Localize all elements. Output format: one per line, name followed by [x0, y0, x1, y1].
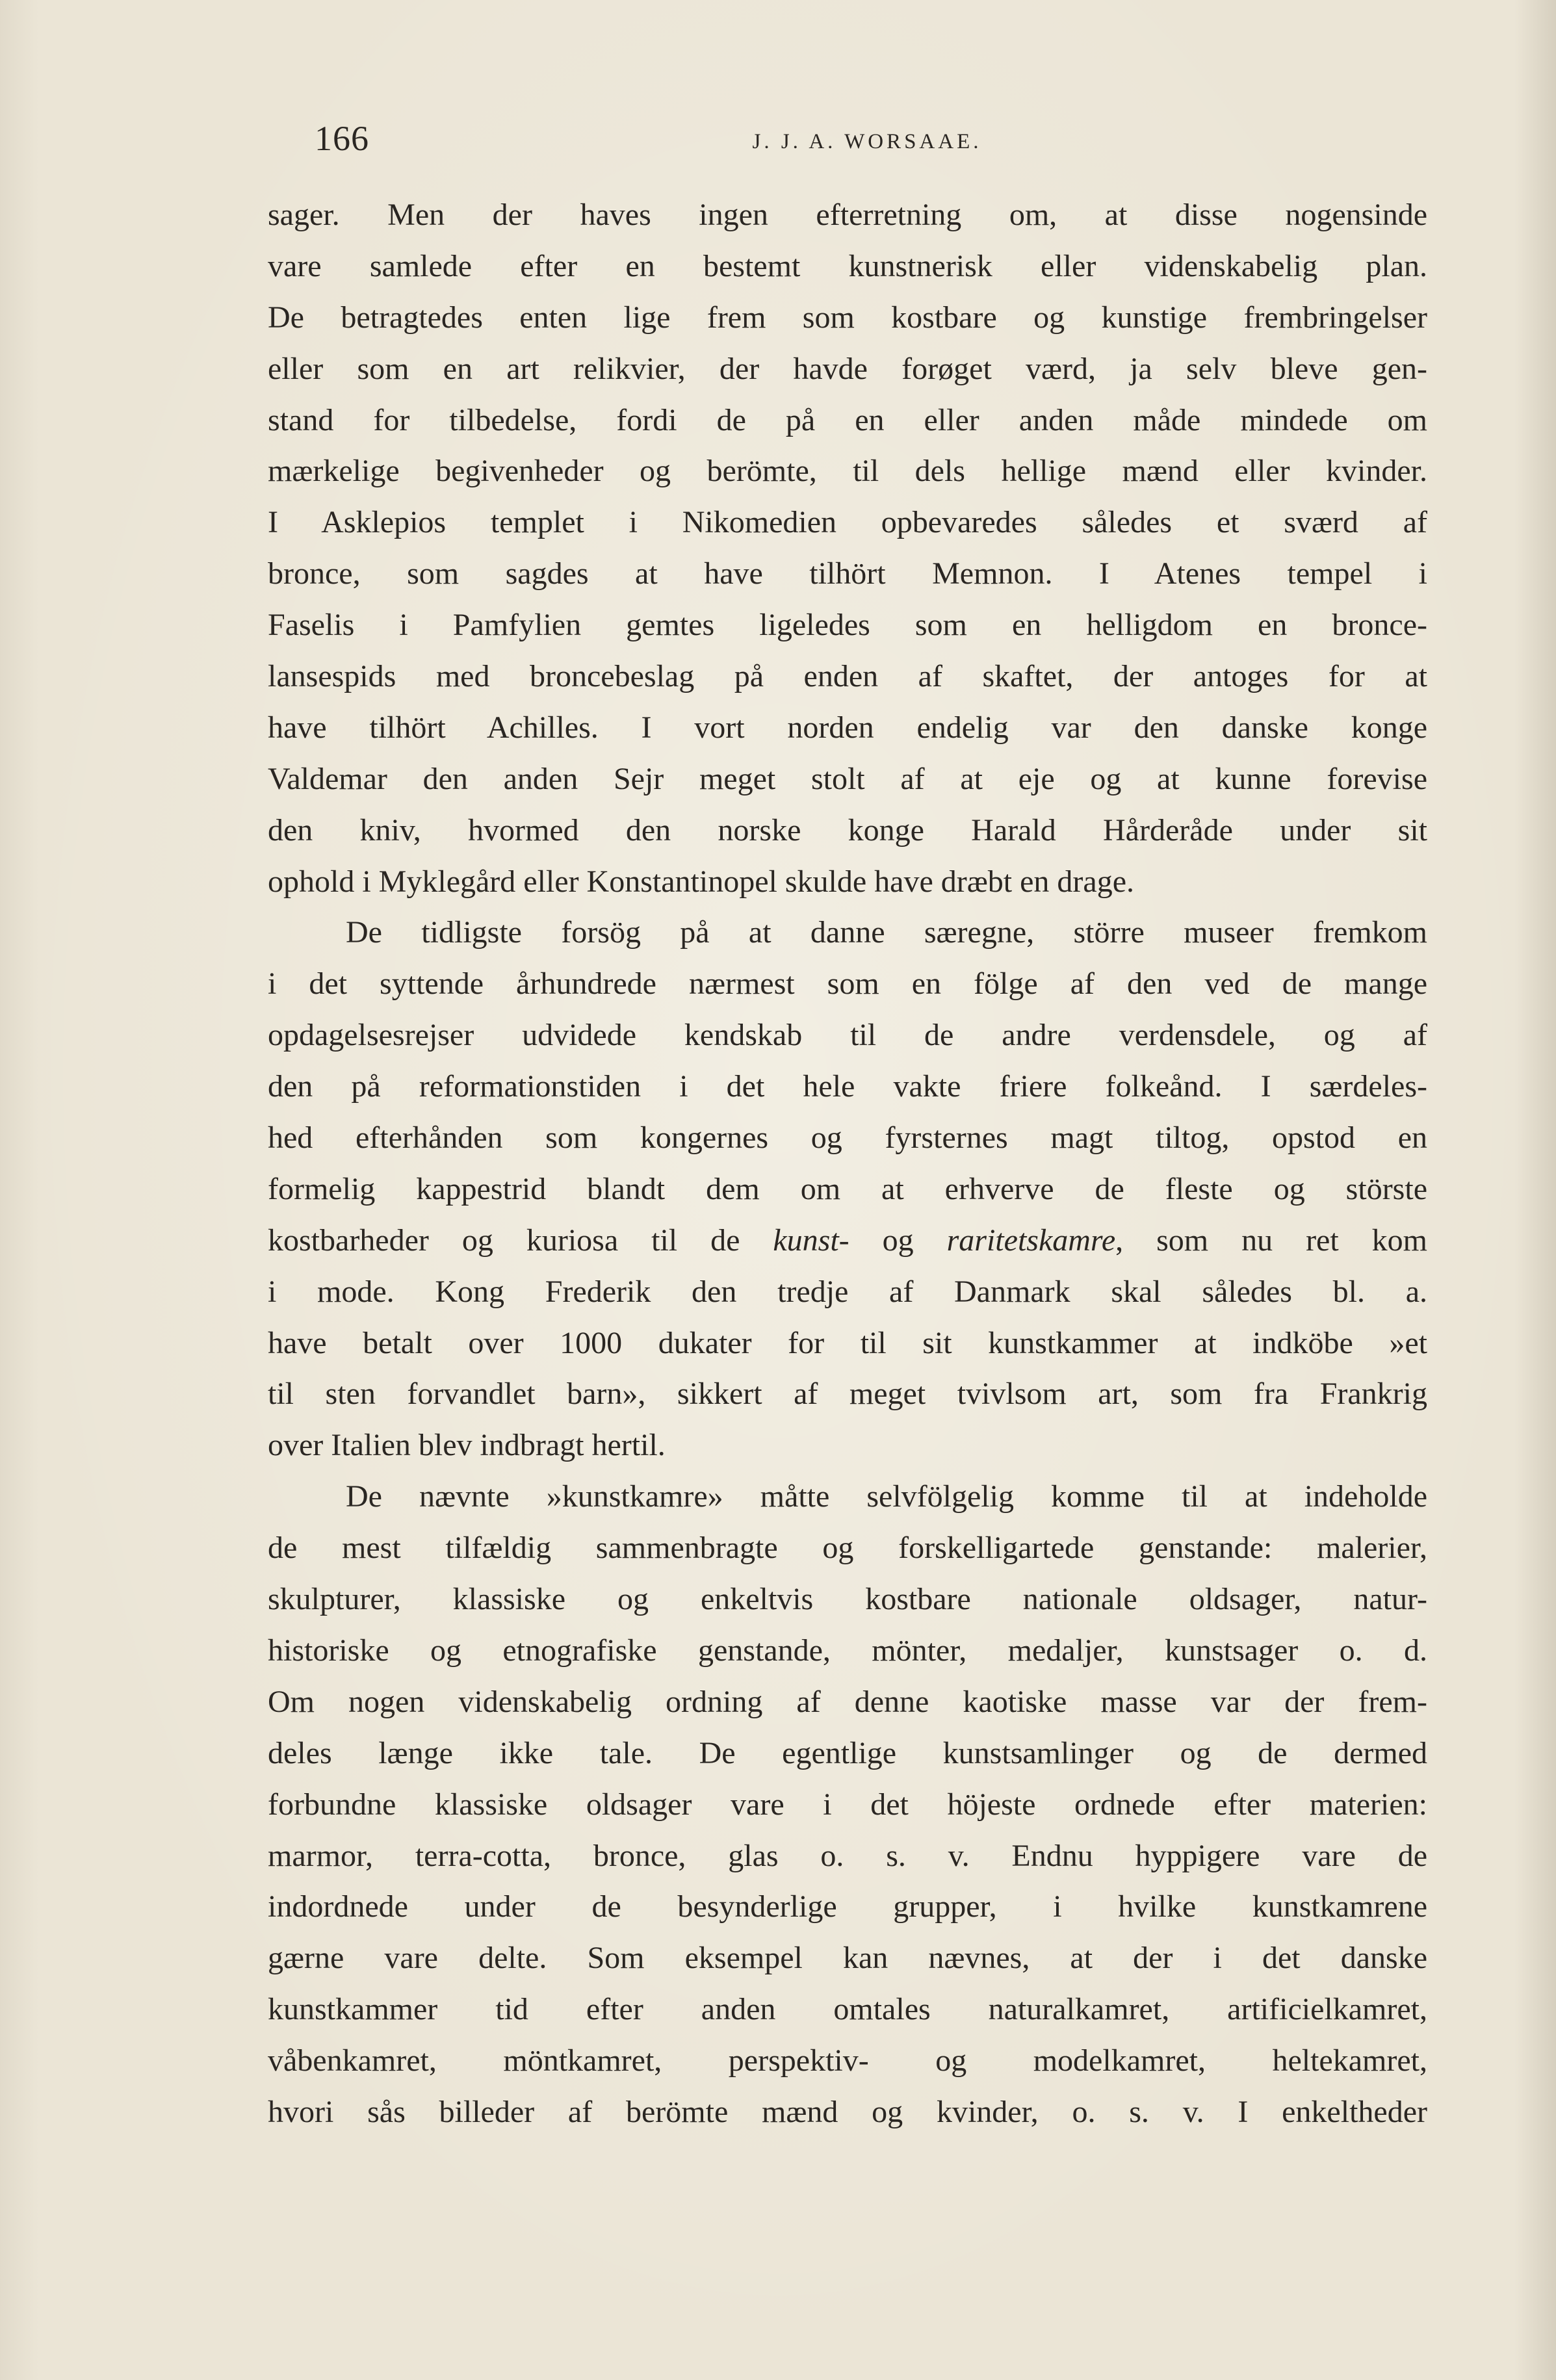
text-line: hvori sås billeder af berömte mænd og kvinder, o. s. v. I enkeltheder	[268, 2094, 1427, 2129]
text-line: våbenkamret, möntkamret, perspektiv- og modelkamret, heltekamret,	[268, 2043, 1427, 2078]
text-line: de mest tilfældig sammenbragte og forskelligartede genstande: malerier,	[268, 1531, 1427, 1566]
text-line: vare samlede efter en bestemt kunstnerisk eller videnskabelig plan.	[268, 248, 1427, 283]
text-line: marmor, terra-cotta, bronce, glas o. s. v. Endnu hyppigere vare de	[268, 1838, 1427, 1873]
text-line: til sten forvandlet barn», sikkert af meget tvivlsom art, som fra Frankrig	[268, 1377, 1427, 1412]
text-line: bronce, som sagdes at have tilhört Memnon. I Atenes tempel i	[268, 556, 1427, 591]
text-line: have betalt over 1000 dukater for til sit kunstkammer at indköbe »et	[268, 1325, 1427, 1360]
text-line: hed efterhånden som kongernes og fyrsternes magt tiltog, opstod en	[268, 1120, 1427, 1156]
text-line: i mode. Kong Frederik den tredje af Danmark skal således bl. a.	[268, 1274, 1427, 1309]
text-line: Om nogen videnskabelig ordning af denne kaotiske masse var der frem-	[268, 1684, 1427, 1719]
text-line: kunstkammer tid efter anden omtales naturalkamret, artificielkamret,	[268, 1992, 1427, 2027]
text-line: skulpturer, klassiske og enkeltvis kostbare nationale oldsager, natur-	[268, 1582, 1427, 1617]
text-segment: , som nu ret kom	[1115, 1222, 1427, 1258]
page-header	[315, 116, 1426, 161]
text-line: opdagelsesrejser udvidede kendskab til de andre verdensdele, og af	[268, 1018, 1427, 1053]
text-line: sager. Men der haves ingen efterretning om, at disse nogensinde	[268, 198, 1427, 232]
text-line: forbundne klassiske oldsager vare i det höjeste ordnede efter materien:	[268, 1787, 1427, 1822]
text-line: eller som en art relikvier, der havde forøget værd, ja selv bleve gen-	[268, 351, 1427, 386]
body-text	[268, 190, 1427, 2138]
running-head: J. J. A. WORSAAE.	[752, 130, 982, 153]
text-line-with-italics	[268, 1215, 1427, 1267]
text-segment: og	[849, 1222, 947, 1258]
text-line: den på reformationstiden i det hele vakte friere folkeånd. I særdeles-	[268, 1069, 1427, 1104]
text-line: historiske og etnografiske genstande, mönter, medaljer, kunstsager o. d.	[268, 1633, 1427, 1668]
text-line: lansespids med broncebeslag på enden af skaftet, der antoges for at	[268, 659, 1427, 694]
text-line: Valdemar den anden Sejr meget stolt af at eje og at kunne forevise	[268, 761, 1427, 796]
paragraph-start-line: De tidligste forsög på at danne særegne, större museer fremkom	[346, 915, 1427, 950]
text-line: have tilhört Achilles. I vort norden endelig var den danske konge	[268, 710, 1427, 745]
text-line: over Italien blev indbragt hertil.	[268, 1428, 666, 1463]
text-line: den kniv, hvormed den norske konge Harald Hårderåde under sit	[268, 812, 1427, 847]
text-line: I Asklepios templet i Nikomedien opbevaredes således et sværd af	[268, 505, 1427, 540]
text-line: mærkelige begivenheder og berömte, til dels hellige mænd eller kvinder.	[268, 454, 1427, 489]
italic-term: kunst-	[773, 1222, 849, 1258]
paragraph-start-line: De nævnte »kunstkamre» måtte selvfölgelig komme til at indeholde	[346, 1479, 1427, 1514]
text-line: formelig kappestrid blandt dem om at erhverve de fleste og störste	[268, 1171, 1427, 1206]
italic-term: raritetskamre	[946, 1222, 1116, 1258]
text-line: i det syttende århundrede nærmest som en fölge af den ved de mange	[268, 966, 1427, 1002]
text-segment: kostbarheder og kuriosa til de	[268, 1222, 773, 1258]
text-line: De betragtedes enten lige frem som kostbare og kunstige frembringelser	[268, 300, 1427, 335]
text-line: ophold i Myklegård eller Konstantinopel skulde have dræbt en drage.	[268, 864, 1135, 899]
page-number: 166	[315, 119, 369, 158]
text-line: stand for tilbedelse, fordi de på en eller anden måde mindede om	[268, 402, 1427, 437]
text-line: indordnede under de besynderlige grupper, i hvilke kunstkamrene	[268, 1889, 1427, 1924]
text-line: gærne vare delte. Som eksempel kan nævnes, at der i det danske	[268, 1941, 1427, 1976]
text-line: Faselis i Pamfylien gemtes ligeledes som en helligdom en bronce-	[268, 608, 1427, 643]
text-line: deles længe ikke tale. De egentlige kunstsamlinger og de dermed	[268, 1735, 1427, 1770]
